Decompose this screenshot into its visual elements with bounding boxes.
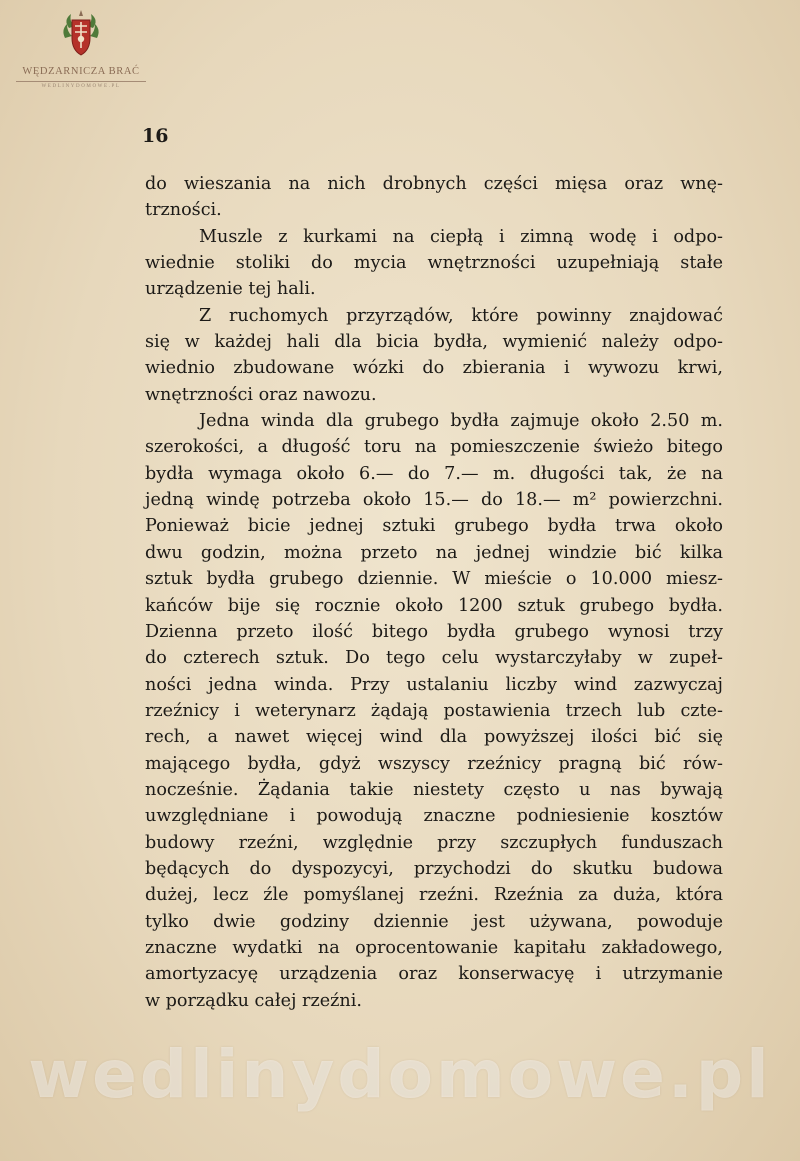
body-text	[145, 171, 723, 1014]
text-line: znaczne wydatki na oprocentowanie kapitału zakładowego,	[145, 937, 723, 958]
logo-subtitle: WEDLINYDOMOWE.PL	[41, 84, 121, 89]
text-line: wnętrzności oraz nawozu.	[145, 384, 377, 405]
paragraph	[145, 171, 723, 224]
text-line: w porządku całej rzeźni.	[145, 990, 362, 1011]
text-line: Dzienna przeto ilość bitego bydła grubego wynosi trzy	[145, 621, 723, 642]
text-line: dużej, lecz źle pomyślanej rzeźni. Rzeźnia za duża, która	[145, 885, 723, 906]
logo-name: WĘDZARNICZA BRAĆ	[22, 66, 140, 77]
text-line: rzeźnicy i weterynarz żądają postawienia trzech lub czte-	[145, 700, 723, 721]
text-line: trzności.	[145, 200, 222, 221]
text-line: do wieszania na nich drobnych części mięsa oraz wnę-	[145, 174, 723, 194]
text-line: Ponieważ bicie jednej sztuki grubego bydła trwa około	[145, 516, 723, 537]
text-line: tylko dwie godziny dziennie jest używana, powoduje	[145, 911, 723, 932]
text-line: Jedna winda dla grubego bydła zajmuje około 2.50 m.	[199, 411, 723, 432]
text-line: bydła wymaga około 6.— do 7.— m. długości tak, że na	[145, 463, 723, 484]
text-line: jedną windę potrzeba około 15.— do 18.— m² powierzchni.	[145, 490, 723, 511]
site-logo[interactable]	[14, 8, 148, 89]
paragraph	[145, 224, 723, 303]
text-line: Muszle z kurkami na ciepłą i zimną wodę i odpo-	[199, 226, 723, 247]
paragraph	[145, 408, 723, 1014]
text-line: dwu godzin, można przeto na jednej windzie bić kilka	[145, 542, 723, 563]
text-line: się w każdej hali dla bicia bydła, wymienić należy odpo-	[145, 332, 723, 353]
paragraph	[145, 303, 723, 408]
text-line: kańców bije się rocznie około 1200 sztuk grubego bydła.	[145, 595, 723, 616]
page-number: 16	[142, 125, 169, 147]
text-line: amortyzacyę urządzenia oraz konserwacyę i utrzymanie	[145, 964, 723, 985]
text-line: nocześnie. Żądania takie niestety często u nas bywają	[145, 779, 723, 800]
text-line: do czterech sztuk. Do tego celu wystarczyłaby w zupeł-	[145, 648, 723, 669]
text-line: szerokości, a długość toru na pomieszczenie świeżo bitego	[145, 437, 723, 458]
coat-of-arms-icon	[61, 8, 101, 60]
text-line: rech, a nawet więcej wind dla powyższej ilości bić się	[145, 727, 723, 748]
text-line: uwzględniane i powodują znaczne podniesienie kosztów	[145, 806, 723, 827]
watermark: wedlinydomowe.pl	[28, 1036, 772, 1113]
text-line: budowy rzeźni, względnie przy szczupłych funduszach	[145, 832, 723, 853]
text-line: mającego bydła, gdyż wszyscy rzeźnicy pragną bić rów-	[145, 753, 723, 774]
text-line: sztuk bydła grubego dziennie. W mieście o 10.000 miesz-	[145, 569, 723, 590]
text-line: Z ruchomych przyrządów, które powinny znajdować	[199, 305, 723, 326]
text-line: będących do dyspozycyi, przychodzi do skutku budowa	[145, 858, 723, 879]
logo-divider	[16, 81, 146, 82]
text-line: wiednie stoliki do mycia wnętrzności uzupełniają stałe	[145, 253, 723, 274]
text-line: ności jedna winda. Przy ustalaniu liczby wind zazwyczaj	[145, 674, 723, 695]
text-line: wiednio zbudowane wózki do zbierania i wywozu krwi,	[145, 358, 723, 379]
text-line: urządzenie tej hali.	[145, 279, 316, 300]
